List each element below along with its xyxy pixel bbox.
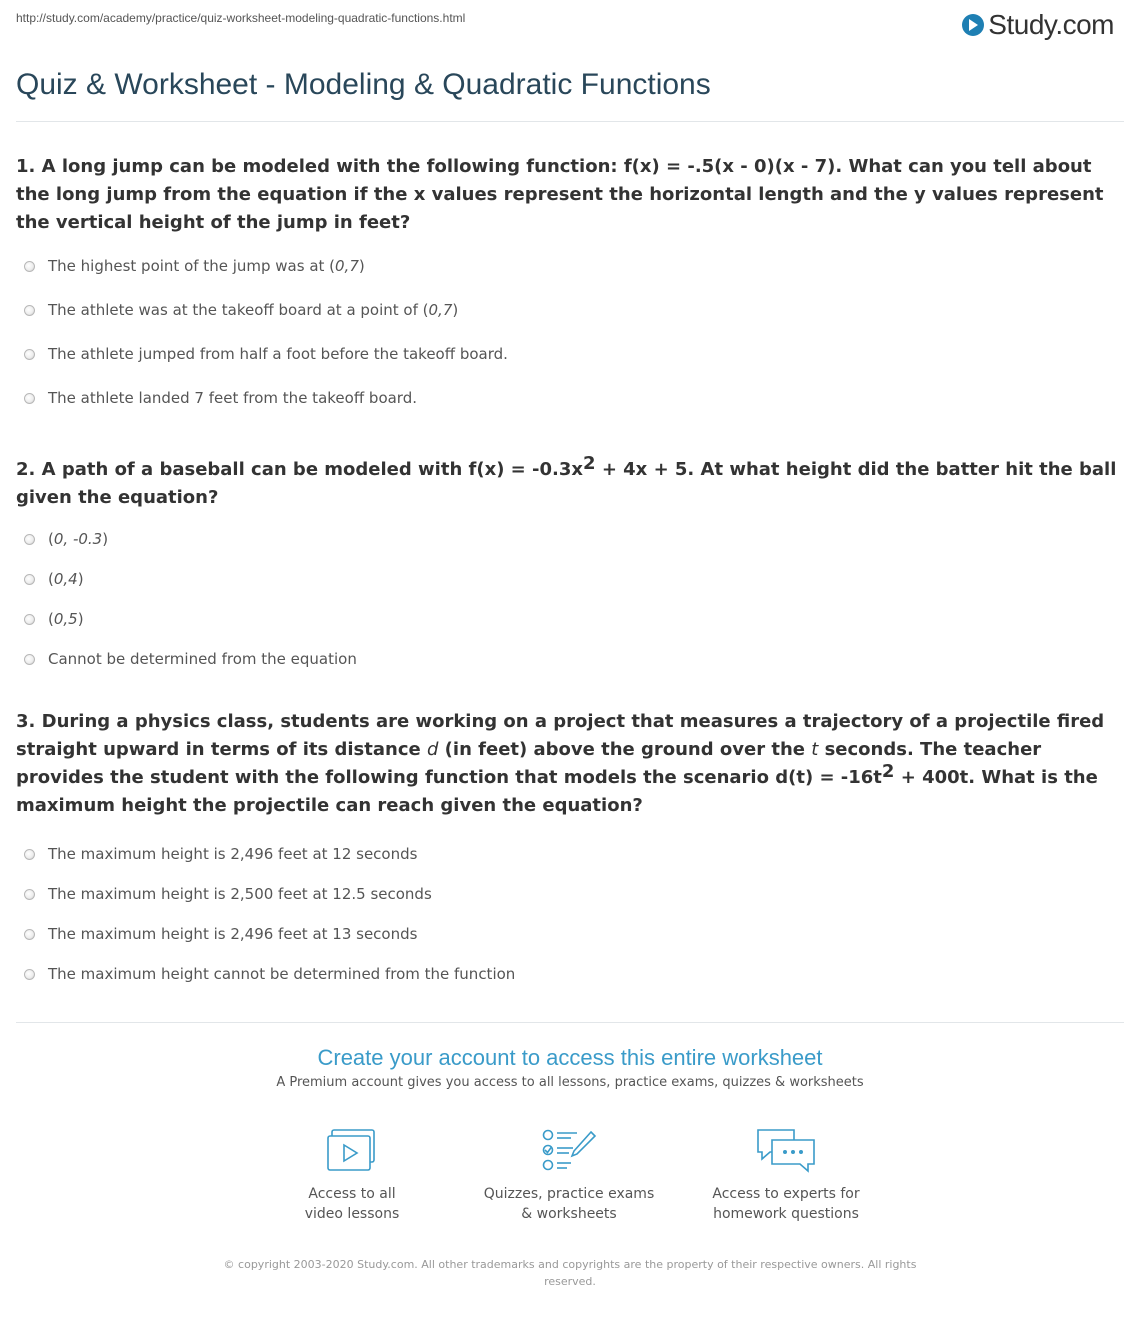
feature-video-lessons [252, 1128, 452, 1224]
radio-icon[interactable] [24, 534, 35, 545]
answer-option[interactable]: The maximum height is 2,500 feet at 12.5 seconds [24, 884, 515, 904]
chat-bubbles-icon [754, 1128, 818, 1174]
answer-option[interactable]: (0, -0.3) [24, 529, 357, 549]
cta-subtitle: A Premium account gives you access to all lessons, practice exams, quizzes & worksheets [276, 1075, 864, 1090]
question-1-answers [24, 256, 508, 408]
feature-quizzes [469, 1128, 669, 1224]
answer-option[interactable]: (0,4) [24, 569, 357, 589]
answer-option[interactable]: The maximum height cannot be determined from the function [24, 964, 515, 984]
brand-name: Study.com [988, 9, 1114, 40]
page-url: http://study.com/academy/practice/quiz-worksheet-modeling-quadratic-functions.html [16, 11, 466, 25]
feature-label: Access to experts for homework questions [712, 1186, 860, 1222]
question-3 [16, 708, 1126, 820]
cta-section [0, 1045, 1140, 1090]
radio-icon[interactable] [24, 261, 35, 272]
play-logo-icon [962, 14, 984, 36]
question-2-answers [24, 529, 357, 669]
answer-option[interactable]: The athlete was at the takeoff board at a point of (0,7) [24, 300, 508, 320]
radio-icon[interactable] [24, 349, 35, 360]
question-2 [16, 453, 1126, 512]
question-1 [16, 153, 1126, 237]
answer-option[interactable]: The maximum height is 2,496 feet at 13 seconds [24, 924, 515, 944]
radio-icon[interactable] [24, 969, 35, 980]
quiz-checklist-icon [541, 1128, 597, 1174]
question-3-answers [24, 844, 515, 984]
divider [16, 121, 1124, 122]
radio-icon[interactable] [24, 654, 35, 665]
radio-icon[interactable] [24, 305, 35, 316]
question-3-text: 3. During a physics class, students are working on a project that measures a trajectory of a projectile fired straight upward in terms of its distance d (in feet) above the ground over the t seconds. The teacher provides the student with the following function that models the scenario $d(t) = -16t^2 + 400t$. What is the maximum height the projectile can reach given the equation? [16, 711, 1105, 816]
feature-label: Access to all video lessons [304, 1186, 400, 1222]
radio-icon[interactable] [24, 889, 35, 900]
radio-icon[interactable] [24, 393, 35, 404]
question-2-text: 2. A path of a baseball can be modeled with $f(x) = -0.3x^2 + 4x + 5$. At what height did the batter hit the ball given the equation? [16, 453, 1117, 508]
divider [16, 1022, 1124, 1023]
copyright-footer: © copyright 2003-2020 Study.com. All other trademarks and copyrights are the property of their respective owners. All rights reserved. [223, 1258, 917, 1288]
radio-icon[interactable] [24, 614, 35, 625]
answer-option[interactable]: Cannot be determined from the equation [24, 649, 357, 669]
answer-option[interactable]: The athlete jumped from half a foot before the takeoff board. [24, 344, 508, 364]
study-logo[interactable] [962, 8, 1114, 42]
page-title: Quiz & Worksheet - Modeling & Quadratic Functions [16, 68, 711, 101]
radio-icon[interactable] [24, 849, 35, 860]
radio-icon[interactable] [24, 574, 35, 585]
question-1-text: 1. A long jump can be modeled with the following function: f(x) = -.5(x - 0)(x - 7). What can you tell about the long jump from the equation if the x values represent the horizontal length and the y values represent the vertical height of the jump in feet? [16, 156, 1104, 233]
radio-icon[interactable] [24, 929, 35, 940]
answer-option[interactable]: (0,5) [24, 609, 357, 629]
feature-experts [686, 1128, 886, 1224]
answer-option[interactable]: The highest point of the jump was at (0,7) [24, 256, 508, 276]
cta-title[interactable]: Create your account to access this entire worksheet [317, 1045, 823, 1070]
video-lessons-icon [326, 1128, 378, 1174]
answer-option[interactable]: The maximum height is 2,496 feet at 12 seconds [24, 844, 515, 864]
feature-label: Quizzes, practice exams & worksheets [483, 1186, 655, 1222]
answer-option[interactable]: The athlete landed 7 feet from the takeoff board. [24, 388, 508, 408]
